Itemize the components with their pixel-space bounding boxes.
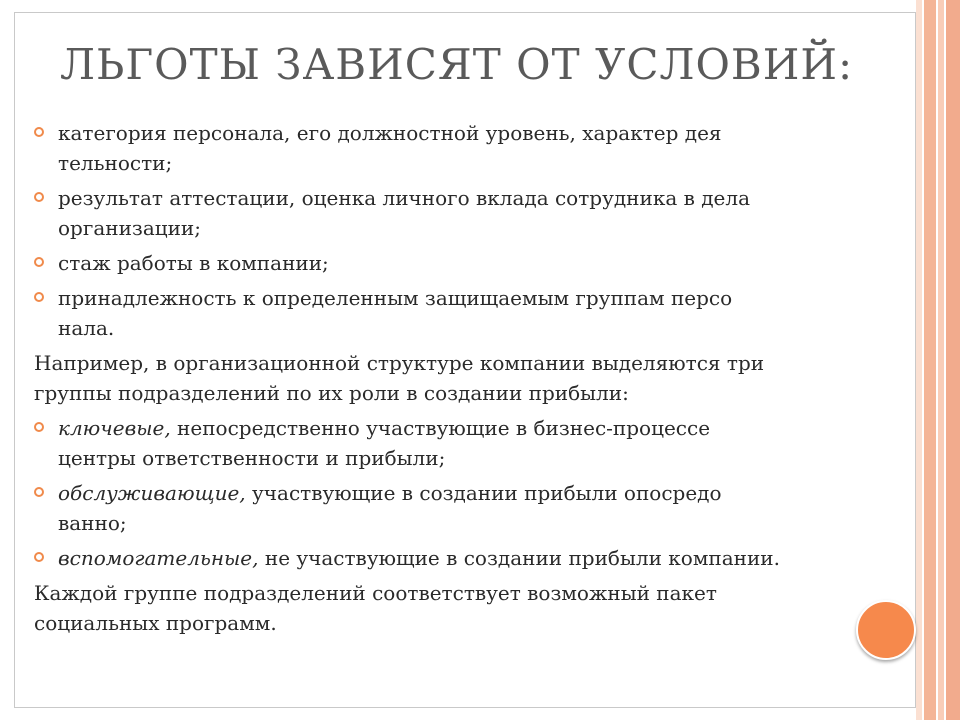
condition-item: категория персонала, его должностной уровень, характер дея тельности;	[34, 118, 874, 178]
condition-item: результат аттестации, оценка личного вклада сотрудника в дела организации;	[34, 183, 874, 243]
bullet-icon	[34, 552, 44, 562]
group-term: вспомогательные,	[58, 546, 259, 570]
bullet-icon	[34, 487, 44, 497]
group-item: ключевые, непосредственно участвующие в бизнес-процессе центры ответственности и прибыли;	[34, 413, 874, 473]
bullet-icon	[34, 127, 44, 137]
slide-content	[34, 118, 874, 643]
group-item: вспомогательные, не участвующие в создании прибыли компании.	[34, 543, 874, 573]
bullet-icon	[34, 292, 44, 302]
decorative-circle	[856, 600, 916, 660]
conclusion: Каждой группе подразделений соответствует возможный пакет социальных программ.	[34, 581, 717, 635]
condition-item: принадлежность к определенным защищаемым группам персо нала.	[34, 283, 874, 343]
group-term: ключевые,	[58, 416, 171, 440]
example-intro: Например, в организационной структуре компании выделяются три группы подразделений по их роли в создании прибыли:	[34, 351, 765, 405]
bullet-icon	[34, 257, 44, 267]
decorative-stripes	[916, 0, 960, 720]
group-item: обслуживающие, участвующие в создании прибыли опосредо ванно;	[34, 478, 874, 538]
condition-item: стаж работы в компании;	[34, 248, 874, 278]
slide-title: ЛЬГОТЫ ЗАВИСЯТ ОТ УСЛОВИЙ:	[60, 40, 854, 89]
bullet-icon	[34, 192, 44, 202]
bullet-icon	[34, 422, 44, 432]
group-term: обслуживающие,	[58, 481, 246, 505]
